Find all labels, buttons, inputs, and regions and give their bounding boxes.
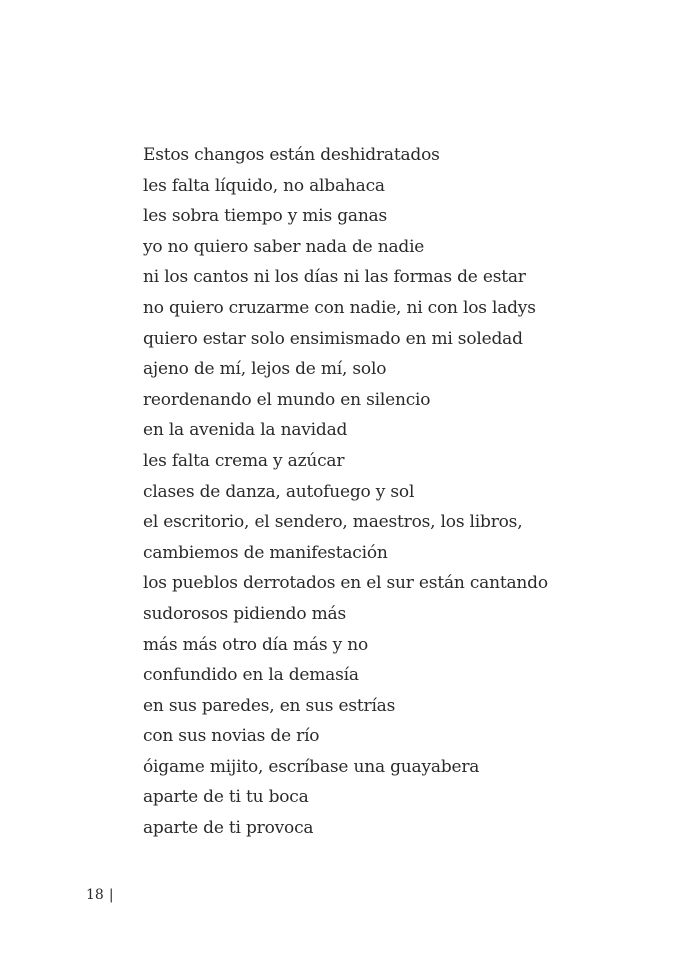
poem-line: les falta líquido, no albahaca: [143, 175, 385, 196]
poem-line: óigame mijito, escríbase una guayabera: [143, 756, 480, 777]
poem-line: aparte de ti tu boca: [143, 787, 309, 808]
poem-line: el escritorio, el sendero, maestros, los libros,: [143, 512, 523, 533]
poem-line: los pueblos derrotados en el sur están cantando: [143, 573, 548, 594]
poem-text: [143, 140, 548, 844]
poem-line: con sus novias de río: [143, 726, 320, 747]
poem-line: aparte de ti provoca: [143, 818, 314, 839]
poem-line: confundido en la demasía: [143, 665, 359, 686]
poem-line: clases de danza, autofuego y sol: [143, 481, 415, 502]
poem-line: yo no quiero saber nada de nadie: [143, 236, 425, 257]
poem-line: en sus paredes, en sus estrías: [143, 695, 396, 716]
poem-line: más más otro día más y no: [143, 634, 369, 655]
poem-line: no quiero cruzarme con nadie, ni con los ladys: [143, 297, 536, 318]
page-footer: [86, 885, 114, 905]
poem-line: les sobra tiempo y mis ganas: [143, 206, 388, 227]
poem-line: reordenando el mundo en silencio: [143, 389, 431, 410]
page-number: 18: [86, 887, 104, 903]
poem-line: en la avenida la navidad: [143, 420, 348, 441]
poem-line: ni los cantos ni los días ni las formas de estar: [143, 267, 526, 288]
poem-line: les falta crema y azúcar: [143, 450, 345, 471]
poem-line: quiero estar solo ensimismado en mi soledad: [143, 328, 523, 349]
page-number-separator: |: [108, 887, 114, 903]
poem-line: sudorosos pidiendo más: [143, 603, 346, 624]
poem-line: Estos changos están deshidratados: [143, 145, 440, 165]
poem-line: ajeno de mí, lejos de mí, solo: [143, 359, 387, 380]
poem-line: cambiemos de manifestación: [143, 542, 388, 563]
